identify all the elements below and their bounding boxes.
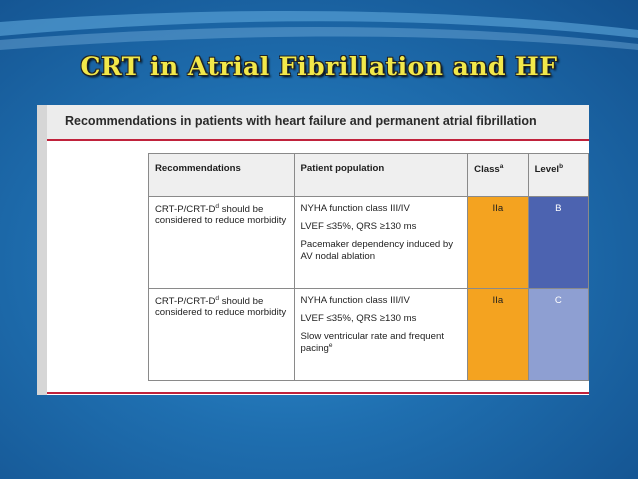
slide-title: CRT in Atrial Fibrillation and HF [80, 52, 558, 81]
header-level-label: Level [534, 164, 560, 176]
class-cell: IIa [468, 197, 528, 289]
table-row [149, 197, 589, 289]
header-class-label: Class [474, 164, 500, 176]
recommendation-cell [149, 197, 295, 289]
population-cell [294, 289, 468, 381]
population-item [301, 331, 462, 354]
population-item [301, 239, 462, 262]
population-item-text: Slow ventricular rate and frequent pacing [300, 331, 444, 355]
header-level [528, 154, 588, 197]
recommendations-table [148, 153, 589, 381]
population-cell [294, 197, 468, 289]
table-row [149, 289, 589, 381]
header-patient-population: Patient population [294, 154, 468, 197]
table-header-row [149, 154, 589, 197]
population-item: NYHA function class III/IV [300, 295, 410, 306]
header-class-footnote: a [499, 163, 504, 170]
population-item: LVEF ≤35%, QRS ≥130 ms [300, 313, 417, 324]
recommendation-cell [149, 289, 295, 381]
table-caption: Recommendations in patients with heart failure and permanent atrial fibrillation [65, 114, 537, 128]
header-recommendations: Recommendations [149, 154, 295, 197]
recommendation-footnote: d [215, 295, 220, 302]
left-margin-bar [37, 105, 47, 395]
population-item: LVEF ≤35%, QRS ≥130 ms [300, 221, 417, 232]
recommendation-text-rest: should be considered to reduce morbidity [155, 296, 287, 319]
table-caption-bar [47, 105, 589, 141]
recommendation-footnote: d [215, 203, 220, 210]
recommendation-text: CRT-P/CRT-D [155, 204, 216, 216]
bottom-rule [47, 392, 589, 394]
recommendation-table-image [37, 105, 589, 395]
population-item-text: Pacemaker dependency induced by AV nodal ablation [300, 239, 454, 263]
header-class [468, 154, 528, 197]
header-level-footnote: b [559, 163, 564, 170]
class-cell: IIa [468, 289, 528, 381]
population-item: NYHA function class III/IV [300, 203, 410, 214]
recommendation-text-rest: should be considered to reduce morbidity [155, 204, 287, 227]
level-cell: B [528, 197, 588, 289]
level-cell: C [528, 289, 588, 381]
population-footnote: e [328, 342, 333, 349]
recommendation-text: CRT-P/CRT-D [155, 296, 216, 308]
